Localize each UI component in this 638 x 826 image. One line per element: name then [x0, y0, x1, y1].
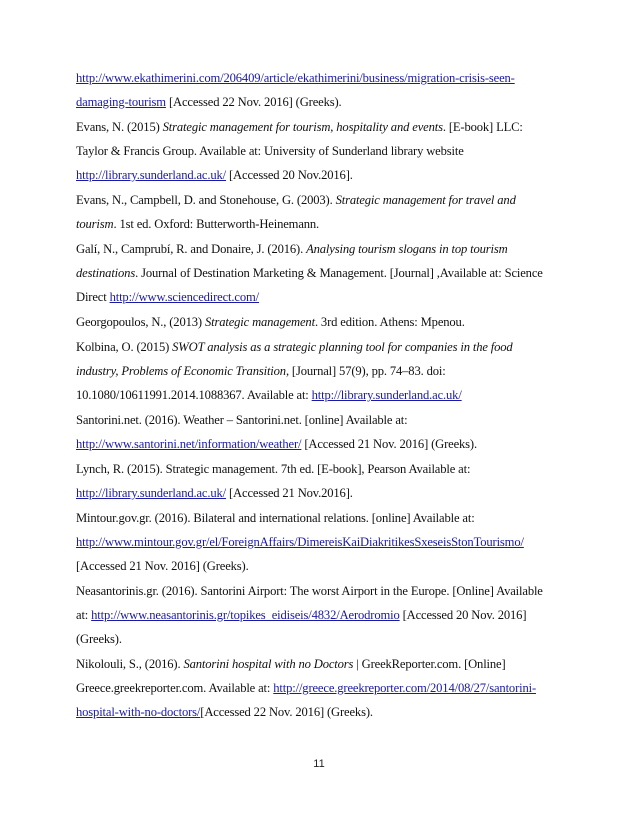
- reference-line: [76, 627, 566, 651]
- reference-title: Analysing tourism slogans in top tourism: [306, 242, 508, 256]
- reference-title: Santorini hospital with no Doctors: [183, 657, 354, 671]
- reference-entry: [76, 115, 566, 187]
- reference-text: (Greeks).: [76, 632, 122, 646]
- reference-link[interactable]: http://greece.greekreporter.com/2014/08/27/santorini-: [273, 681, 536, 695]
- reference-line: [76, 603, 566, 627]
- reference-line: [76, 432, 566, 456]
- reference-entry: [76, 335, 566, 407]
- reference-text: Mintour.gov.gr. (2016). Bilateral and international relations. [online] Available at:: [76, 511, 475, 525]
- reference-text: [Accessed 21 Nov. 2016] (Greeks).: [301, 437, 477, 451]
- reference-link[interactable]: http://www.neasantorinis.gr/topikes_eidiseis/4832/Aerodromio: [91, 608, 400, 622]
- reference-text: at:: [76, 608, 92, 622]
- reference-text: [Accessed 22 Nov. 2016] (Greeks).: [165, 95, 342, 109]
- reference-text: Taylor & Francis Group. Available at: University of Sunderland library website: [76, 144, 464, 158]
- reference-text: [Accessed 20 Nov.2016].: [226, 168, 353, 182]
- reference-line: [76, 530, 566, 554]
- reference-text: [Accessed 21 Nov. 2016] (Greeks).: [76, 559, 249, 573]
- reference-line: [76, 579, 566, 603]
- reference-list: [76, 66, 566, 725]
- reference-text: Kolbina, O. (2015): [76, 340, 173, 354]
- reference-text: [Accessed 21 Nov.2016].: [226, 486, 353, 500]
- reference-entry: [76, 188, 566, 236]
- reference-line: [76, 506, 566, 530]
- reference-line: [76, 408, 566, 432]
- reference-title: SWOT analysis as a strategic planning tool for companies in the food: [172, 340, 513, 354]
- reference-title: tourism: [76, 217, 114, 231]
- reference-line: [76, 115, 566, 139]
- reference-text: . 1st ed. Oxford: Butterworth-Heinemann.: [113, 217, 320, 231]
- reference-link[interactable]: http://www.mintour.gov.gr/el/ForeignAffairs/DimereisKaiDiakritikesSxeseisStonTourismo/: [76, 535, 524, 549]
- reference-title: Strategic management for tourism, hospitality and events: [162, 120, 443, 134]
- reference-text: Galí, N., Camprubí, R. and Donaire, J. (2016).: [76, 242, 307, 256]
- reference-text: Greece.greekreporter.com. Available at:: [76, 681, 274, 695]
- reference-title: Strategic management for travel and: [335, 193, 516, 207]
- reference-entry: [76, 457, 566, 505]
- reference-line: [76, 457, 566, 481]
- reference-line: [76, 676, 566, 700]
- reference-entry: [76, 66, 566, 114]
- reference-text: Evans, N., Campbell, D. and Stonehouse, G. (2003).: [76, 193, 336, 207]
- reference-line: [76, 700, 566, 724]
- reference-text: Lynch, R. (2015). Strategic management. 7th ed. [E-book], Pearson Available at:: [76, 462, 471, 476]
- reference-line: [76, 90, 566, 114]
- reference-line: [76, 383, 566, 407]
- reference-entry: [76, 506, 566, 578]
- reference-title: Strategic management: [204, 315, 315, 329]
- reference-text: 10.1080/10611991.2014.1088367. Available at:: [76, 388, 312, 402]
- reference-text: Santorini.net. (2016). Weather – Santorini.net. [online] Available at:: [76, 413, 408, 427]
- reference-link[interactable]: hospital-with-no-doctors/: [76, 705, 201, 719]
- reference-line: [76, 66, 566, 90]
- reference-line: [76, 188, 566, 212]
- reference-text: Direct: [76, 290, 110, 304]
- page-number: 11: [313, 758, 325, 770]
- reference-text: Nikolouli, S., (2016).: [76, 657, 184, 671]
- reference-link[interactable]: http://www.santorini.net/information/weather/: [76, 437, 302, 451]
- reference-text: . 3rd edition. Athens: Mpenou.: [314, 315, 465, 329]
- reference-line: [76, 310, 566, 334]
- reference-entry: [76, 652, 566, 724]
- reference-entry: [76, 408, 566, 456]
- reference-link[interactable]: http://library.sunderland.ac.uk/: [76, 168, 227, 182]
- reference-line: [76, 335, 566, 359]
- reference-line: [76, 261, 566, 285]
- reference-entry: [76, 310, 566, 334]
- reference-text: Georgopoulos, N., (2013): [76, 315, 205, 329]
- reference-entry: [76, 579, 566, 651]
- reference-text: | GreekReporter.com. [Online]: [353, 657, 506, 671]
- reference-link[interactable]: http://www.sciencedirect.com/: [109, 290, 259, 304]
- reference-line: [76, 481, 566, 505]
- reference-link[interactable]: http://library.sunderland.ac.uk/: [76, 486, 227, 500]
- reference-link[interactable]: http://library.sunderland.ac.uk/: [311, 388, 462, 402]
- reference-text: [Accessed 22 Nov. 2016] (Greeks).: [200, 705, 373, 719]
- reference-line: [76, 163, 566, 187]
- reference-line: [76, 554, 566, 578]
- reference-text: . Journal of Destination Marketing & Management. [Journal] ,Available at: Science: [135, 266, 543, 280]
- reference-text: . [E-book] LLC:: [442, 120, 523, 134]
- reference-line: [76, 139, 566, 163]
- reference-link[interactable]: damaging-tourism: [76, 95, 166, 109]
- reference-line: [76, 212, 566, 236]
- reference-entry: [76, 237, 566, 309]
- reference-text: Neasantorinis.gr. (2016). Santorini Airport: The worst Airport in the Europe. [Online] Available: [76, 584, 543, 598]
- reference-text: [Accessed 20 Nov. 2016]: [399, 608, 527, 622]
- reference-link[interactable]: http://www.ekathimerini.com/206409/article/ekathimerini/business/migration-crisis-seen-: [76, 71, 515, 85]
- reference-line: [76, 285, 566, 309]
- reference-text: , [Journal] 57(9), pp. 74–83. doi:: [285, 364, 446, 378]
- reference-title: industry, Problems of Economic Transition: [76, 364, 286, 378]
- reference-line: [76, 237, 566, 261]
- reference-title: destinations: [76, 266, 136, 280]
- reference-line: [76, 359, 566, 383]
- reference-line: [76, 652, 566, 676]
- reference-text: Evans, N. (2015): [76, 120, 163, 134]
